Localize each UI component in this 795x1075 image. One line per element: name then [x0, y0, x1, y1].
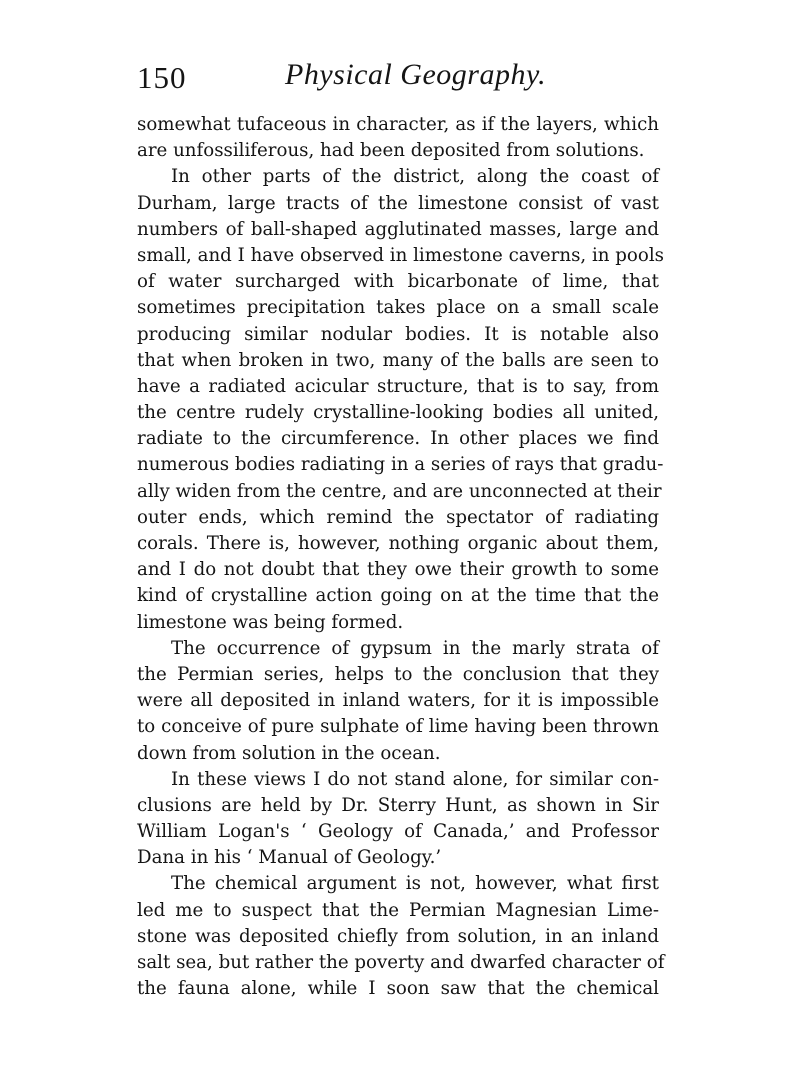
text-line: the Permian series, helps to the conclusion that they	[137, 663, 659, 685]
running-head	[137, 58, 657, 98]
text-line: Dana in his ‘ Manual of Geology.’	[137, 847, 442, 869]
text-line: stone was deposited chiefly from solution, in an inland	[137, 925, 659, 947]
text-line: to conceive of pure sulphate of lime having been thrown	[137, 716, 659, 738]
text-line: down from solution in the ocean.	[137, 742, 441, 764]
text-line: In other parts of the district, along the coast of	[171, 166, 659, 188]
text-line: sometimes precipitation takes place on a small scale	[137, 297, 659, 319]
text-line: have a radiated acicular structure, that is to say, from	[137, 375, 659, 397]
text-line: William Logan's ‘ Geology of Canada,’ and Professor	[137, 821, 659, 843]
text-line: small, and I have observed in limestone caverns, in pools	[137, 244, 664, 266]
body-text	[137, 112, 665, 1002]
text-line: producing similar nodular bodies. It is notable also	[137, 323, 659, 345]
text-line: of water surcharged with bicarbonate of lime, that	[137, 271, 659, 293]
text-line: radiate to the circumference. In other places we find	[137, 428, 659, 450]
text-line: numerous bodies radiating in a series of rays that gradu-	[137, 454, 664, 476]
text-line: the fauna alone, while I soon saw that the chemical	[137, 978, 659, 1000]
page-number: 150	[137, 60, 187, 95]
running-title: Physical Geography.	[285, 58, 547, 91]
text-line: numbers of ball-shaped agglutinated masses, large and	[137, 218, 659, 240]
text-line: and I do not doubt that they owe their growth to some	[137, 559, 659, 581]
text-line: that when broken in two, many of the balls are seen to	[137, 349, 659, 371]
text-line: the centre rudely crystalline-looking bodies all united,	[137, 402, 659, 424]
text-line: ally widen from the centre, and are unconnected at their	[137, 480, 662, 502]
text-line: The chemical argument is not, however, what first	[171, 873, 659, 895]
text-line: corals. There is, however, nothing organic about them,	[137, 533, 659, 554]
text-line: limestone was being formed.	[137, 611, 404, 633]
text-line: are unfossiliferous, had been deposited from solutions.	[137, 140, 645, 162]
text-line: Durham, large tracts of the limestone consist of vast	[137, 192, 659, 214]
paragraph-1	[137, 112, 659, 164]
paragraph-4	[137, 767, 659, 872]
text-line: The occurrence of gypsum in the marly strata of	[171, 637, 659, 659]
text-line: In these views I do not stand alone, for similar con-	[171, 768, 659, 790]
paragraph-5	[137, 871, 665, 1002]
text-line: clusions are held by Dr. Sterry Hunt, as shown in Sir	[137, 794, 659, 816]
text-line: outer ends, which remind the spectator of radiating	[137, 506, 659, 528]
text-line: kind of crystalline action going on at the time that the	[137, 585, 659, 607]
text-line: led me to suspect that the Permian Magnesian Lime-	[137, 899, 659, 921]
text-line: somewhat tufaceous in character, as if the layers, which	[137, 114, 659, 135]
text-line: salt sea, but rather the poverty and dwarfed character of	[137, 952, 665, 973]
text-line: were all deposited in inland waters, for it is impossible	[137, 690, 659, 712]
paragraph-3	[137, 636, 659, 767]
paragraph-2	[137, 164, 664, 635]
